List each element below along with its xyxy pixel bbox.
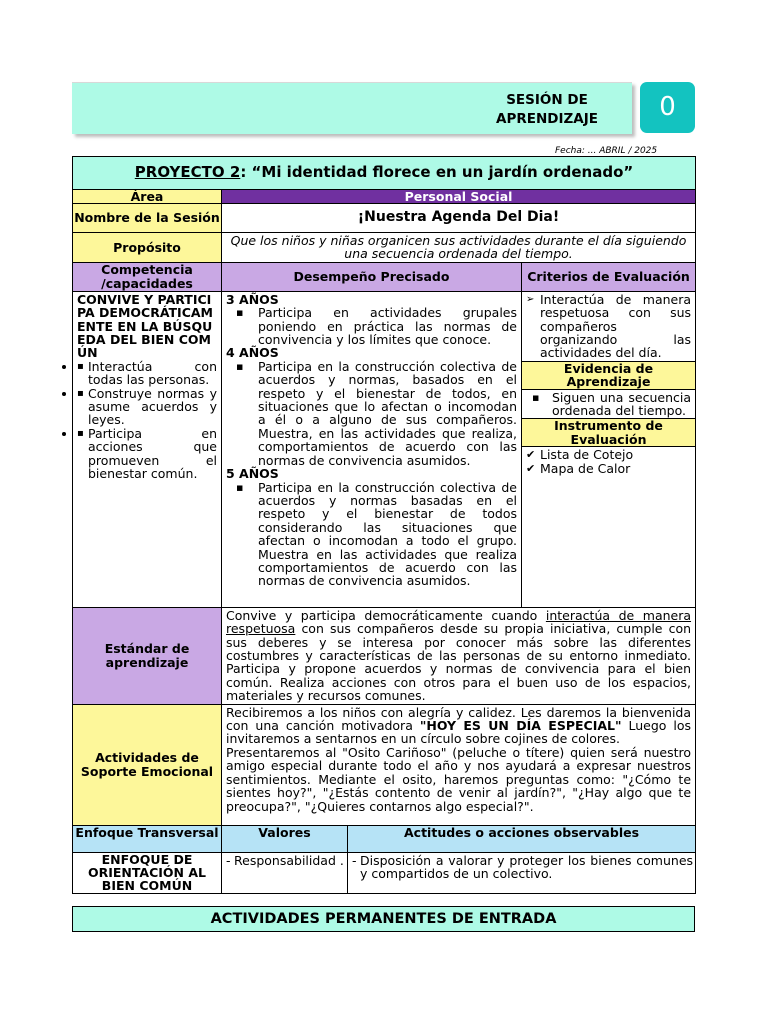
instrumento-item: ✔ Lista de Cotejo bbox=[526, 448, 691, 461]
session-table bbox=[72, 156, 696, 894]
session-name-value: ¡Nuestra Agenda Del Dia! bbox=[222, 204, 696, 233]
session-title-line2: APRENDIZAJE bbox=[496, 111, 598, 127]
session-title-line1: SESIÓN DE bbox=[506, 92, 588, 108]
area-row bbox=[73, 190, 696, 204]
instrumento-header: Instrumento de Evaluación bbox=[522, 418, 695, 447]
criterios-cell bbox=[522, 291, 696, 607]
criterio-item: ➢ Interactúa de manera respetuosa con sus compañeros organizando las actividades del día. bbox=[526, 293, 691, 360]
estandar-underlined: interactúa de manera respetuosa bbox=[226, 607, 692, 637]
date-line bbox=[555, 146, 657, 156]
estandar-label: Estándar de aprendizaje bbox=[73, 607, 222, 704]
capacidad-item: ▪ • Interactúa con todas las personas. bbox=[77, 360, 217, 387]
instrumento-list bbox=[526, 448, 691, 475]
session-document bbox=[72, 156, 695, 894]
desempeno-item: ▪ Participa en la construcción colectiva de acuerdos y normas basadas en el respeto y el bienestar de todos considerando las situaciones que afectan o incomodan a todo el grupo. Muestra en las actividades que realiza comportamientos de acuerdo con las normas de convivencia asumidos. bbox=[226, 481, 517, 588]
session-number-badge: 0 bbox=[640, 82, 695, 133]
evidencia-list bbox=[526, 391, 691, 418]
enfoque-label: Enfoque Transversal bbox=[73, 825, 222, 852]
soporte-label: Actividades de Soporte Emocional bbox=[73, 704, 222, 825]
permanent-activities-header: ACTIVIDADES PERMANENTES DE ENTRADA bbox=[72, 906, 695, 932]
criterios-header: Criterios de Evaluación bbox=[522, 262, 696, 291]
soporte-paragraph-1: Recibiremos a los niños con alegría y calidez. Les daremos la bienvenida con una canción motivadora "HOY ES UN DÍA ESPECIAL" Luego los invitaremos a sentarnos en un círculo sobre cojines de colores. bbox=[226, 704, 692, 747]
actitudes-header: Actitudes o acciones observables bbox=[348, 825, 696, 852]
desempeno-age-5: 5 AÑOS bbox=[226, 466, 279, 482]
project-title-cell bbox=[73, 157, 696, 190]
session-name-row bbox=[73, 204, 696, 233]
song-title: "HOY ES UN DÍA ESPECIAL" bbox=[419, 718, 622, 734]
purpose-row bbox=[73, 233, 696, 263]
criterios-list bbox=[526, 293, 691, 360]
competencia-title: CONVIVE Y PARTICIPA DEMOCRÁTICAMENTE EN LA BÚSQUEDA DEL BIEN COMÚN bbox=[77, 291, 213, 361]
valores-header: Valores bbox=[222, 825, 348, 852]
desempeno-header: Desempeño Precisado bbox=[222, 262, 522, 291]
purpose-value: Que los niños y niñas organicen sus actividades durante el día siguiendo una secuencia ordenada del tiempo. bbox=[222, 233, 696, 263]
enfoque-name: ENFOQUE DE ORIENTACIÓN AL BIEN COMÚN bbox=[73, 852, 222, 893]
desempeno-age-4: 4 AÑOS bbox=[226, 345, 279, 361]
soporte-paragraph-2: Presentaremos al "Osito Cariñoso" (peluche o títere) quien será nuestro amigo especial durante todo el año y nos ayudará a expresar nuestros sentimientos. Mediante el osito, haremos preguntas como: "¿Cómo te sientes hoy?", "¿Estás contento de venir al jardín?", "¿Hay algo que te preocupa?", "¿Quieres contarnos algo especial?". bbox=[226, 744, 692, 814]
desempeno-cell bbox=[222, 291, 522, 607]
purpose-label: Propósito bbox=[73, 233, 222, 263]
enfoque-row bbox=[73, 852, 696, 893]
evidencia-header: Evidencia de Aprendizaje bbox=[522, 361, 695, 390]
area-value: Personal Social bbox=[222, 190, 696, 204]
soporte-row bbox=[73, 704, 696, 825]
competencia-cell bbox=[73, 291, 222, 607]
desempeno-age-3: 3 AÑOS bbox=[226, 291, 279, 307]
capacidades-list bbox=[77, 360, 217, 481]
project-label: PROYECTO 2 bbox=[134, 163, 241, 182]
evidencia-item: ▪ Siguen una secuencia ordenada del tiempo. bbox=[526, 391, 691, 418]
columns-header-row bbox=[73, 262, 696, 291]
estandar-row bbox=[73, 607, 696, 704]
competencia-header: Competencia /capacidades bbox=[73, 262, 222, 291]
date-label: Fecha: bbox=[555, 146, 585, 156]
actitud-item: - Disposición a valorar y proteger los bienes comunes y compartidos de un colectivo. bbox=[350, 854, 693, 881]
actitud-cell bbox=[348, 852, 696, 893]
desempeno-item: ▪ Participa en la construcción colectiva de acuerdos y normas, basados en el respeto y el bienestar de todos, en situaciones que lo afectan o incomodan a él o a alguno de sus compañeros. Muestra, en las actividades que realiza, comportamientos de acuerdo con las normas de convivencia asumidos. bbox=[226, 360, 517, 467]
capacidad-item: ▪ • Participa en acciones que promueven el bienestar común. bbox=[77, 427, 217, 481]
valor-cell bbox=[222, 852, 348, 893]
area-label: Área bbox=[73, 190, 222, 204]
project-title: : “Mi identidad florece en un jardín ordenado” bbox=[240, 163, 634, 182]
session-header bbox=[72, 82, 632, 134]
desempeno-item: ▪ Participa en actividades grupales poniendo en práctica las normas de convivencia y los límites que conoce. bbox=[226, 306, 517, 346]
session-title bbox=[472, 91, 622, 129]
project-row bbox=[73, 157, 696, 190]
soporte-text bbox=[222, 704, 696, 825]
enfoque-header-row bbox=[73, 825, 696, 852]
valor-item: - Responsabilidad . bbox=[224, 854, 345, 867]
date-value: ... ABRIL / 2025 bbox=[584, 146, 658, 156]
estandar-text: Convive y participa democráticamente cuando interactúa de manera respetuosa con sus compañeros desde su propia iniciativa, cumple con sus deberes y se interesa por conocer más sobre las diferentes costumbres y características de las personas de su entorno inmediato. Participa y propone acuerdos y normas de convivencia para el bien común. Realiza acciones con otros para el buen uso de los espacios, materiales y recursos comunes. bbox=[222, 607, 696, 704]
instrumento-item: ✔ Mapa de Calor bbox=[526, 462, 691, 475]
session-name-label: Nombre de la Sesión bbox=[73, 204, 222, 233]
content-row bbox=[73, 291, 696, 607]
capacidad-item: ▪ • Construye normas y asume acuerdos y leyes. bbox=[77, 387, 217, 427]
